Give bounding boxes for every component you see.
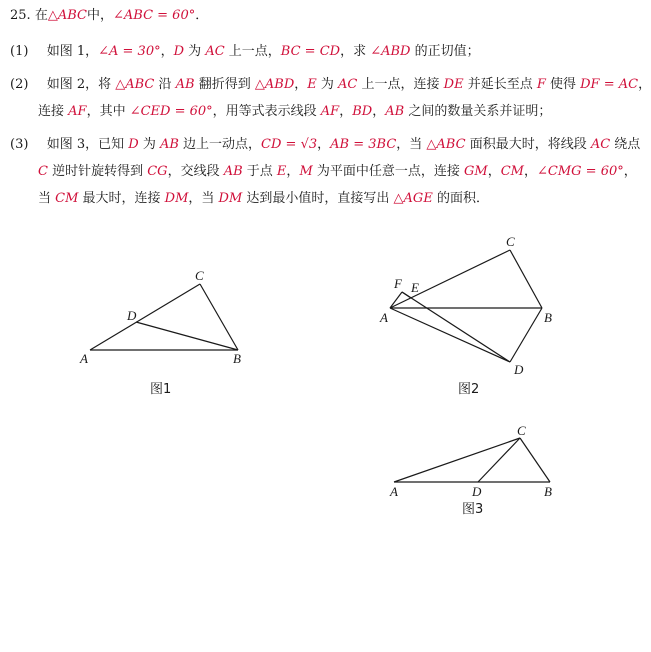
math-expression: △AGE <box>393 191 433 206</box>
math-expression: AB <box>159 137 179 152</box>
math-expression: BD <box>352 104 373 119</box>
part-3-line-3 <box>38 191 489 207</box>
part-3-line-2 <box>38 164 637 180</box>
text-run: 绕点 <box>610 137 641 152</box>
math-expression: △ABC <box>426 137 466 152</box>
problem-number: 25. <box>10 8 31 23</box>
figure-2-caption: 图2 <box>458 382 480 397</box>
fig1-segment-bd <box>136 322 238 350</box>
text-run: ，当 <box>188 191 219 206</box>
text-run: 翻折得到 <box>194 77 255 92</box>
math-expression: AB <box>223 164 243 179</box>
text-run: 面积最大时，将线段 <box>465 137 591 152</box>
fig3-label-c: C <box>517 423 526 438</box>
math-expression: AC <box>205 44 225 59</box>
math-expression: CD = √3 <box>261 137 318 152</box>
problem-intro-line <box>10 8 208 24</box>
part-2-line-1 <box>10 77 651 93</box>
fig1-label-d: D <box>127 308 137 323</box>
text-run: 于点 <box>242 164 277 179</box>
figure-1-caption: 图1 <box>150 382 172 397</box>
math-expression: △ABD <box>254 77 295 92</box>
text-run: 边上一动点， <box>178 137 262 152</box>
math-expression: ∠CED = 60° <box>129 104 213 119</box>
text-run: ，其中 <box>86 104 130 119</box>
text-run: ， <box>638 77 651 92</box>
fig2-label-a: A <box>380 310 388 325</box>
text-run: 为 <box>184 44 206 59</box>
text-run: ， <box>339 104 353 119</box>
text-run: ， <box>294 77 308 92</box>
math-expression: AF <box>320 104 340 119</box>
text-run: 在 <box>34 8 48 23</box>
math-expression: CM <box>55 191 79 206</box>
part-3-text-1 <box>47 137 641 152</box>
text-run: 上一点， <box>224 44 281 59</box>
text-run: ， <box>372 104 386 119</box>
text-run: 最大时，连接 <box>78 191 165 206</box>
text-run: ，当 <box>396 137 427 152</box>
text-run: ， <box>286 164 300 179</box>
math-expression: D <box>173 44 185 59</box>
math-expression: DE <box>443 77 464 92</box>
text-run: 达到最小值时，直接写出 <box>242 191 394 206</box>
text-run: 为平面中任意一点，连接 <box>312 164 465 179</box>
fig2-label-b: B <box>544 310 552 325</box>
text-run: 逆时针旋转得到 <box>47 164 148 179</box>
figure-3-caption: 图3 <box>462 502 484 517</box>
fig1-label-c: C <box>195 268 204 283</box>
part-2-text-2 <box>38 104 551 119</box>
math-expression: E <box>276 164 287 179</box>
part-3-label: (3) <box>10 137 29 152</box>
math-expression: DM <box>164 191 189 206</box>
text-run: 之间的数量关系并证明； <box>404 104 552 119</box>
math-expression: DF = AC <box>580 77 639 92</box>
math-expression: D <box>128 137 139 152</box>
math-expression: AB <box>175 77 195 92</box>
math-expression: E <box>307 77 317 92</box>
fig3-segment-bc <box>520 438 550 482</box>
fig2-segment-bd <box>510 308 542 362</box>
fig2-label-e: E <box>411 280 419 295</box>
text-run: ，求 <box>340 44 371 59</box>
fig1-label-b: B <box>233 351 241 366</box>
figure-3 <box>380 424 570 500</box>
math-expression: △ABC <box>115 77 155 92</box>
math-expression: AC <box>338 77 358 92</box>
part-2-text-1 <box>47 77 651 92</box>
part-2-line-2 <box>38 104 551 120</box>
text-run: 为 <box>316 77 339 92</box>
text-run: 为 <box>138 137 160 152</box>
math-expression: C <box>38 164 48 179</box>
fig1-segment-ac <box>90 284 200 350</box>
math-expression: CG <box>147 164 168 179</box>
math-expression: GM <box>464 164 488 179</box>
text-run: ，交线段 <box>167 164 224 179</box>
fig1-label-a: A <box>80 351 88 366</box>
fig3-label-d: D <box>472 484 482 499</box>
text-run: ，用等式表示线段 <box>212 104 321 119</box>
problem-intro <box>35 8 208 23</box>
text-run: 的面积． <box>432 191 489 206</box>
text-run: ， <box>317 137 331 152</box>
fig3-segment-ac <box>394 438 520 482</box>
text-run: ， <box>160 44 174 59</box>
fig2-segment-fd <box>402 292 510 362</box>
math-expression: AB <box>385 104 405 119</box>
text-run: 当 <box>38 191 56 206</box>
text-run: 上一点，连接 <box>357 77 444 92</box>
fig3-label-a: A <box>390 484 398 499</box>
fig2-segment-bc <box>510 250 542 308</box>
part-3-line-1 <box>10 137 640 153</box>
text-run: 如图 3，已知 <box>46 137 129 152</box>
fig2-segment-fe <box>402 292 411 298</box>
figure-1 <box>70 262 260 372</box>
text-run: 中， <box>86 8 113 23</box>
text-run: 连接 <box>38 104 69 119</box>
math-expression: AB = 3BC <box>330 137 397 152</box>
text-run: 如图 2，将 <box>46 77 116 92</box>
math-expression: CM <box>500 164 524 179</box>
part-3-text-2 <box>38 164 637 179</box>
text-run: ， <box>524 164 538 179</box>
text-run: ． <box>195 8 209 23</box>
math-expression: F <box>536 77 546 92</box>
fig3-segment-cd <box>478 438 520 482</box>
math-expression: ∠A = 30° <box>98 44 161 59</box>
math-expression: △ABC <box>47 8 87 23</box>
part-1-line-1 <box>10 44 480 60</box>
text-run: 的正切值； <box>410 44 480 59</box>
text-run: 并延长至点 <box>463 77 537 92</box>
figure-2 <box>370 234 570 380</box>
fig3-label-b: B <box>544 484 552 499</box>
math-expression: ∠CMG = 60° <box>537 164 624 179</box>
part-1-text <box>47 44 480 59</box>
text-run: ， <box>487 164 501 179</box>
part-1-label: (1) <box>10 44 29 59</box>
text-run: 使得 <box>545 77 581 92</box>
math-expression: DM <box>218 191 243 206</box>
math-expression: BC = CD <box>280 44 341 59</box>
math-expression: AF <box>68 104 87 119</box>
fig1-segment-bc <box>200 284 238 350</box>
fig2-label-f: F <box>394 276 402 291</box>
text-run: 沿 <box>154 77 176 92</box>
fig2-segment-ad <box>390 308 510 362</box>
math-expression: M <box>299 164 313 179</box>
fig2-label-c: C <box>506 234 515 249</box>
fig2-label-d: D <box>514 362 524 377</box>
text-run: ， <box>623 164 637 179</box>
part-2-label: (2) <box>10 77 29 92</box>
math-expression: ∠ABD <box>370 44 411 59</box>
math-expression: AC <box>590 137 611 152</box>
fig2-segment-ac <box>390 250 510 308</box>
math-expression: ∠ABC = 60° <box>113 8 196 23</box>
text-run: 如图 1， <box>46 44 99 59</box>
part-3-text-3 <box>38 191 489 206</box>
